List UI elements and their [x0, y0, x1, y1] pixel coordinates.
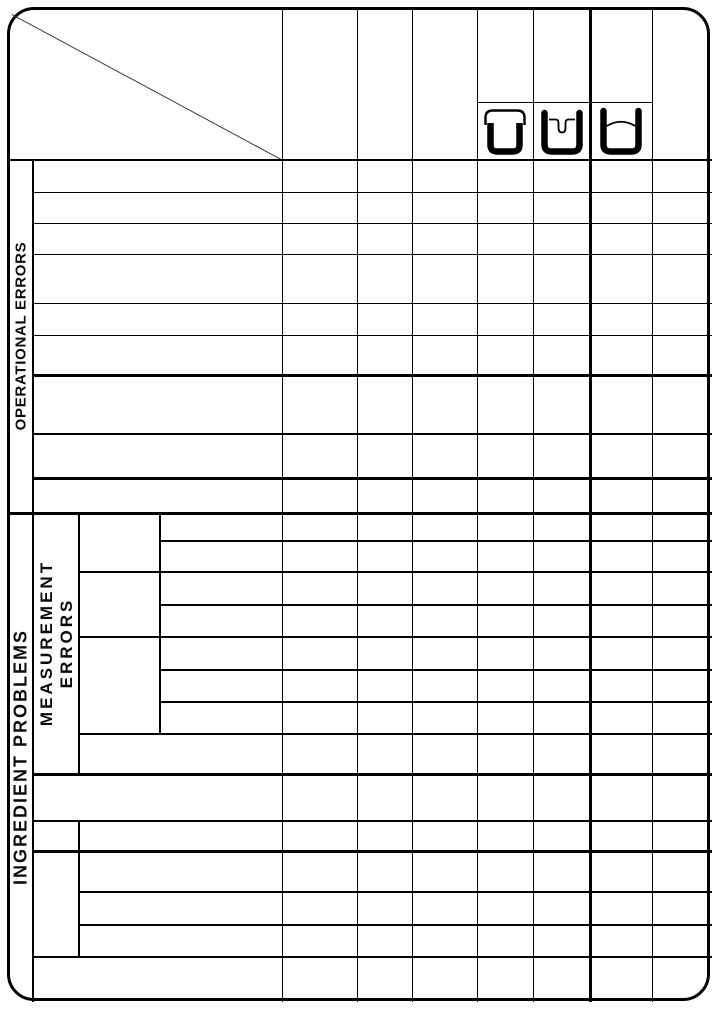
row-line — [33, 192, 712, 194]
header-bottom-line — [9, 159, 712, 161]
row-group-line — [33, 477, 712, 481]
header-icon-cell — [477, 102, 533, 158]
section-label-ingredient-problems: INGREDIENT PROBLEMS — [10, 628, 31, 886]
measurement-errors-line1: MEASUREMENT — [37, 559, 56, 727]
row-line — [79, 733, 712, 735]
collapsed-loaf-icon — [537, 104, 587, 156]
short-loaf-icon — [596, 104, 646, 156]
row-line — [33, 820, 712, 822]
measurement-errors-line2: ERRORS — [57, 597, 76, 689]
risen-loaf-icon — [480, 104, 530, 156]
section-label-measurement-errors — [37, 560, 77, 726]
row-line — [79, 924, 712, 926]
header-icon-cell — [533, 102, 590, 158]
row-line — [33, 223, 712, 225]
row-line — [160, 604, 712, 606]
measurement-label-divider — [78, 513, 80, 774]
section-divider-line — [9, 512, 712, 516]
row-line — [79, 636, 712, 638]
row-line — [33, 303, 712, 305]
row-line — [33, 956, 712, 958]
row-group-line — [33, 850, 712, 854]
row-group-line — [33, 374, 712, 378]
section-label-operational-errors: OPERATIONAL ERRORS — [12, 241, 30, 431]
row-line — [160, 701, 712, 703]
row-line — [33, 335, 712, 337]
row-line — [160, 669, 712, 671]
row-group-line — [33, 773, 712, 777]
ingredient-sub-divider — [78, 821, 80, 957]
row-line — [79, 891, 712, 893]
row-line — [160, 540, 712, 542]
section-label-divider — [32, 159, 34, 1002]
row-line — [79, 571, 712, 573]
row-line — [33, 254, 712, 256]
row-line — [33, 433, 712, 435]
header-icon-cell — [590, 102, 652, 158]
